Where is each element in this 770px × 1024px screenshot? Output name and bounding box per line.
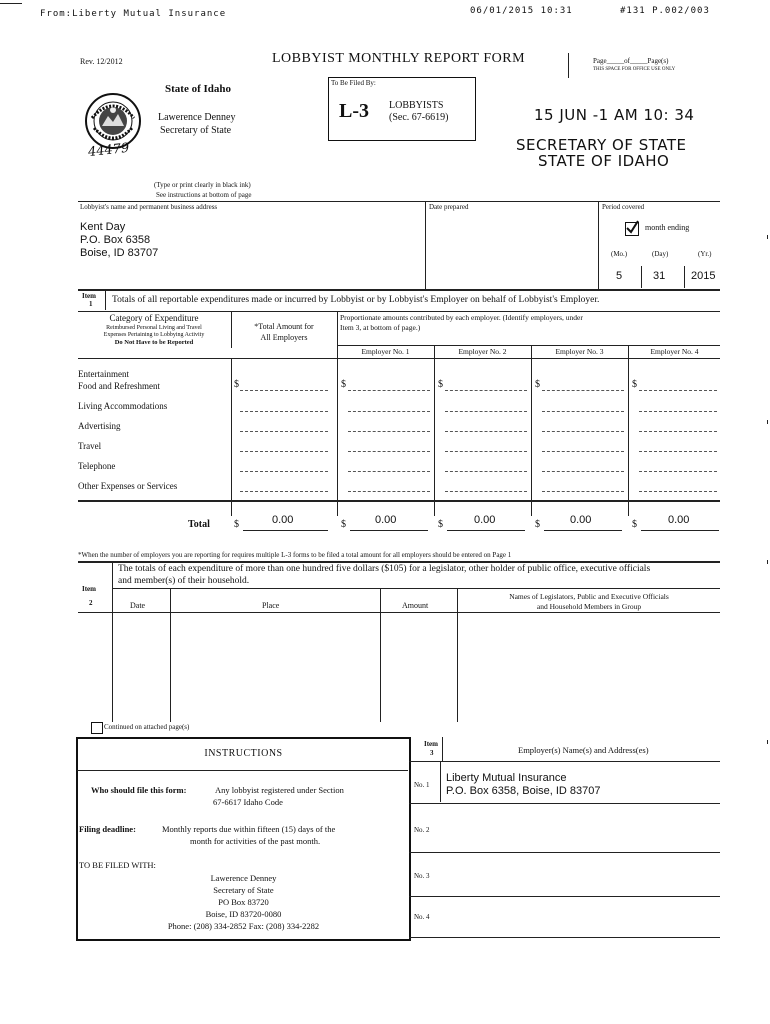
employer-header-3: Employer No. 3 (555, 347, 604, 356)
employer-no-2: No. 2 (414, 826, 430, 834)
col-date: Date (130, 601, 146, 610)
dollar-emp3-sum: $ (535, 519, 540, 530)
office-use-label: THIS SPACE FOR OFFICE USE ONLY (593, 67, 676, 72)
entry-line-r3-c4[interactable] (542, 431, 624, 432)
category-header: Category of Expenditure (109, 313, 199, 323)
entry-line-r4-c4[interactable] (542, 451, 624, 452)
total-employer-2: 0.00 (474, 514, 496, 526)
entry-line-r2-c5[interactable] (639, 411, 717, 412)
total-employer-4: 0.00 (668, 514, 690, 526)
month-ending-checkbox[interactable] (625, 222, 639, 236)
employer-header-1: Employer No. 1 (361, 347, 410, 356)
dollar-emp4-sum: $ (632, 519, 637, 530)
entry-line-r4-c5[interactable] (639, 451, 717, 452)
entry-line-r1-c5[interactable] (639, 390, 717, 391)
entry-line-r2-c3[interactable] (445, 411, 527, 412)
form-code-desc1: LOBBYISTS (389, 100, 444, 111)
entry-line-r4-c1[interactable] (240, 451, 328, 452)
category-note-1: Reimbursed Personal Living and Travel (106, 325, 202, 331)
print-note-2: See instructions at bottom of page (156, 191, 252, 199)
entry-line-r2-c2[interactable] (348, 411, 430, 412)
item3-header: Employer(s) Name(s) and Address(es) (518, 745, 649, 755)
category-travel: Travel (78, 441, 102, 451)
employer-no-4: No. 4 (414, 913, 430, 921)
entry-line-r1-c3[interactable] (445, 390, 527, 391)
filed-with-addr-4: Boise, ID 83720-0080 (205, 909, 282, 919)
entry-line-r1-c2[interactable] (348, 390, 430, 391)
total-label: Total (188, 519, 210, 530)
item2-label: Item (82, 585, 96, 593)
form-code: L-3 (339, 100, 369, 122)
item2-description-2: and member(s) of their household. (118, 576, 250, 586)
secretary-title: Secretary of State (160, 125, 232, 136)
entry-line-r5-c2[interactable] (348, 471, 430, 472)
lobbyist-address-1: P.O. Box 6358 (80, 234, 151, 246)
continued-label: Continued on attached page(s) (104, 723, 190, 731)
dollar-emp1-sum: $ (341, 519, 346, 530)
page-of-label: Page_____of_____Page(s) (593, 57, 669, 65)
employer-1-address: P.O. Box 6358, Boise, ID 83707 (446, 785, 601, 797)
entry-line-r6-c4[interactable] (542, 491, 624, 492)
category-food: Food and Refreshment (78, 381, 160, 391)
entry-line-r2-c1[interactable] (240, 411, 328, 412)
total-employer-3: 0.00 (570, 514, 592, 526)
filed-by-label: To Be Filed By: (331, 79, 376, 87)
category-note-2: Expenses Pertaining to Lobbying Activity (103, 332, 205, 338)
employer-1-name: Liberty Mutual Insurance (446, 772, 567, 784)
filed-with-addr-3: PO Box 83720 (218, 897, 269, 907)
entry-line-r3-c3[interactable] (445, 431, 527, 432)
footnote-multiple-forms: *When the number of employers you are reporting for requires multiple L-3 forms to be filed a total amount for all employers should be entered on Page 1 (78, 551, 512, 559)
date-prepared-label: Date prepared (429, 203, 469, 211)
entry-line-r5-c5[interactable] (639, 471, 717, 472)
employer-header-4: Employer No. 4 (650, 347, 699, 356)
dollar-total-sum: $ (234, 519, 239, 530)
entry-line-r6-c3[interactable] (445, 491, 527, 492)
entry-line-r3-c2[interactable] (348, 431, 430, 432)
employer-header-2: Employer No. 2 (458, 347, 507, 356)
proportionate-note-1: Proportionate amounts contributed by each employer. (Identify employers, under (340, 313, 583, 322)
entry-line-r4-c3[interactable] (445, 451, 527, 452)
entry-line-r1-c1[interactable] (240, 390, 328, 391)
state-name: State of Idaho (165, 83, 232, 95)
who-label: Who should file this form: (91, 785, 187, 795)
period-covered-label: Period covered (602, 203, 645, 211)
employer-no-3: No. 3 (414, 872, 430, 880)
form-code-desc2: (Sec. 67-6619) (389, 112, 449, 123)
lobbyist-address-2: Boise, ID 83707 (80, 247, 159, 259)
deadline-text-1: Monthly reports due within fifteen (15) days of the (162, 824, 336, 834)
instructions-header: INSTRUCTIONS (204, 748, 283, 759)
item1-label: Item (82, 292, 96, 300)
who-text-2: 67-6617 Idaho Code (213, 797, 283, 807)
received-stamp-office: SECRETARY OF STATE (516, 136, 687, 154)
lobbyist-address-label: Lobbyist's name and permanent business address (80, 203, 218, 211)
filed-with-label: TO BE FILED WITH: (79, 860, 156, 870)
dollar-total-row1: $ (234, 379, 239, 390)
period-year: 2015 (691, 270, 716, 282)
entry-line-r6-c1[interactable] (240, 491, 328, 492)
fax-datetime: 06/01/2015 10:31 (470, 6, 573, 16)
period-month: 5 (616, 270, 623, 282)
category-living: Living Accommodations (78, 401, 168, 411)
col-place: Place (262, 601, 280, 610)
revision-label: Rev. 12/2012 (80, 57, 123, 66)
proportionate-note-2: Item 3, at bottom of page.) (340, 323, 421, 332)
entry-line-r1-c4[interactable] (542, 390, 624, 391)
mo-label: (Mo.) (611, 250, 628, 258)
item3-number: 3 (430, 749, 434, 757)
entry-line-r3-c1[interactable] (240, 431, 328, 432)
deadline-label: Filing deadline: (79, 824, 136, 834)
dollar-emp4-row1: $ (632, 379, 637, 390)
category-other: Other Expenses or Services (78, 481, 178, 491)
col-names-2: and Household Members in Group (536, 602, 642, 611)
col-amount: Amount (402, 601, 429, 610)
entry-line-r5-c4[interactable] (542, 471, 624, 472)
dollar-emp2-sum: $ (438, 519, 443, 530)
entry-line-r4-c2[interactable] (348, 451, 430, 452)
total-amount-header-2: All Employers (260, 333, 308, 342)
category-telephone: Telephone (78, 461, 116, 471)
period-day: 31 (653, 270, 666, 282)
month-ending-label: month ending (645, 223, 690, 232)
entry-line-r6-c5[interactable] (639, 491, 717, 492)
category-entertainment: Entertainment (78, 369, 129, 379)
secretary-name: Lawerence Denney (158, 112, 236, 123)
item3-label: Item (424, 740, 438, 748)
received-stamp-date: 15 JUN -1 AM 10: 34 (534, 106, 695, 124)
entry-line-r3-c5[interactable] (639, 431, 717, 432)
filed-with-addr-2: Secretary of State (213, 885, 274, 895)
employer-no-1: No. 1 (414, 781, 430, 789)
entry-line-r6-c2[interactable] (348, 491, 430, 492)
lobbyist-name: Kent Day (80, 221, 126, 233)
dollar-emp1-row1: $ (341, 379, 346, 390)
entry-line-r2-c4[interactable] (542, 411, 624, 412)
category-advertising: Advertising (78, 421, 121, 431)
item1-description: Totals of all reportable expenditures made or incurred by Lobbyist or by Lobbyist's Employer on behalf of Lobbyist's Employer. (112, 295, 600, 305)
print-note-1: (Type or print clearly in black ink) (154, 181, 251, 189)
category-note-3: Do Not Have to be Reported (114, 339, 194, 346)
total-amount-header-1: *Total Amount for (254, 322, 314, 331)
item1-number: 1 (89, 300, 93, 308)
who-text-1: Any lobbyist registered under Section (215, 785, 344, 795)
day-label: (Day) (652, 250, 669, 258)
col-names-1: Names of Legislators, Public and Executive Officials (509, 592, 669, 601)
entry-line-r5-c3[interactable] (445, 471, 527, 472)
entry-line-r5-c1[interactable] (240, 471, 328, 472)
fax-page: #131 P.002/003 (620, 6, 710, 16)
total-employer-1: 0.00 (375, 514, 397, 526)
filed-with-addr-1: Lawerence Denney (210, 873, 277, 883)
filed-with-phone: Phone: (208) 334-2852 Fax: (208) 334-2282 (167, 921, 320, 931)
item2-description-1: The totals of each expenditure of more than one hundred five dollars ($105) for a legislator, other holder of public office, executive officials (118, 564, 651, 574)
total-all-employers: 0.00 (272, 514, 294, 526)
continued-checkbox[interactable] (91, 722, 103, 734)
form-title: LOBBYIST MONTHLY REPORT FORM (272, 51, 526, 66)
handwritten-number: 44479 (87, 140, 131, 161)
item2-number: 2 (89, 599, 93, 607)
fax-from: From:Liberty Mutual Insurance (40, 9, 227, 19)
yr-label: (Yr.) (698, 250, 712, 258)
dollar-emp3-row1: $ (535, 379, 540, 390)
state-seal-icon (84, 92, 142, 150)
received-stamp-state: STATE OF IDAHO (538, 152, 670, 170)
dollar-emp2-row1: $ (438, 379, 443, 390)
filed-by-box (328, 77, 476, 141)
deadline-text-2: month for activities of the past month. (190, 836, 321, 846)
